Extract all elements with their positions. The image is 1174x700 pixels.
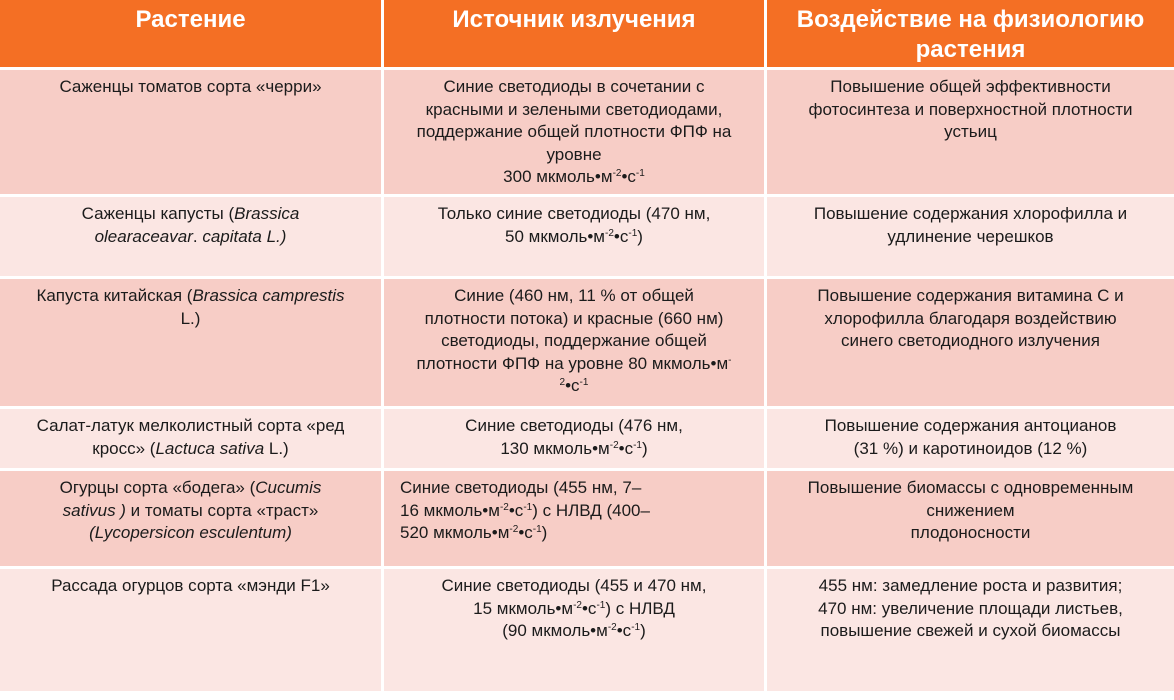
cell-source: Синие светодиоды в сочетании с красными и зелеными светодиодами, поддержание общей плотности ФПФ на уровне 300 $мкмоль•м^{-2}•с^{-1}$ xyxy=(384,70,767,197)
cell-effect: Повышение содержания витамина С и хлорофилла благодаря воздействию синего светодиодного излучения xyxy=(767,279,1174,409)
cell-source: Синие (460 нм, 11 % от общей плотности потока) и красные (660 нм) светодиоды, поддержание общей плотности ФПФ на уровне 80 мкмоль•м- $^2•с^{-1}$ xyxy=(384,279,767,409)
cell-source: Синие светодиоды (455 нм, 7– 16 $мкмоль•м^{-2}•с^{-1}$) с НЛВД (400– 520 $мкмоль•м^{-2}•с^{-1}$) xyxy=(384,471,767,569)
cell-plant: Огурцы сорта «бодега» (Cucumis sativus ) и томаты сорта «траст» (Lycopersicon esculentum) xyxy=(0,471,384,569)
cell-source: Синие светодиоды (476 нм, 130 $мкмоль•м^{-2}•с^{-1}$) xyxy=(384,409,767,471)
cell-effect: Повышение общей эффективности фотосинтеза и поверхностной плотности устьиц xyxy=(767,70,1174,197)
table-row xyxy=(0,471,1174,569)
cell-plant: Капуста китайская (Brassica camprestis L.) xyxy=(0,279,384,409)
table-row xyxy=(0,70,1174,197)
cell-source: Только синие светодиоды (470 нм, 50 $мкмоль•м^{-2}•с^{-1}$) xyxy=(384,197,767,279)
cell-plant: Рассада огурцов сорта «мэнди F1» xyxy=(0,569,384,691)
table-row xyxy=(0,279,1174,409)
table-row xyxy=(0,409,1174,471)
header-plant: Растение xyxy=(0,0,384,70)
header-source: Источник излучения xyxy=(384,0,767,70)
cell-effect: 455 нм: замедление роста и развития; 470 нм: увеличение площади листьев, повышение свежей и сухой биомассы xyxy=(767,569,1174,691)
cell-plant: Салат-латук мелколистный сорта «ред кросс» (Lactuca sativa L.) xyxy=(0,409,384,471)
table-row xyxy=(0,197,1174,279)
table-header xyxy=(0,0,1174,70)
header-effect: Воздействие на физиологию растения xyxy=(767,0,1174,70)
cell-effect: Повышение содержания антоцианов (31 %) и каротиноидов (12 %) xyxy=(767,409,1174,471)
cell-source: Синие светодиоды (455 и 470 нм, 15 $мкмоль•м^{-2}•с^{-1}$) с НЛВД (90 $мкмоль•м^{-2}•с^{-1}$) xyxy=(384,569,767,691)
cell-effect: Повышение содержания хлорофилла и удлинение черешков xyxy=(767,197,1174,279)
cell-plant: Саженцы томатов сорта «черри» xyxy=(0,70,384,197)
cell-plant: Саженцы капусты (Brassica olearaceavar. capitata L.) xyxy=(0,197,384,279)
table-row xyxy=(0,569,1174,691)
cell-effect: Повышение биомассы с одновременным снижением плодоносности xyxy=(767,471,1174,569)
